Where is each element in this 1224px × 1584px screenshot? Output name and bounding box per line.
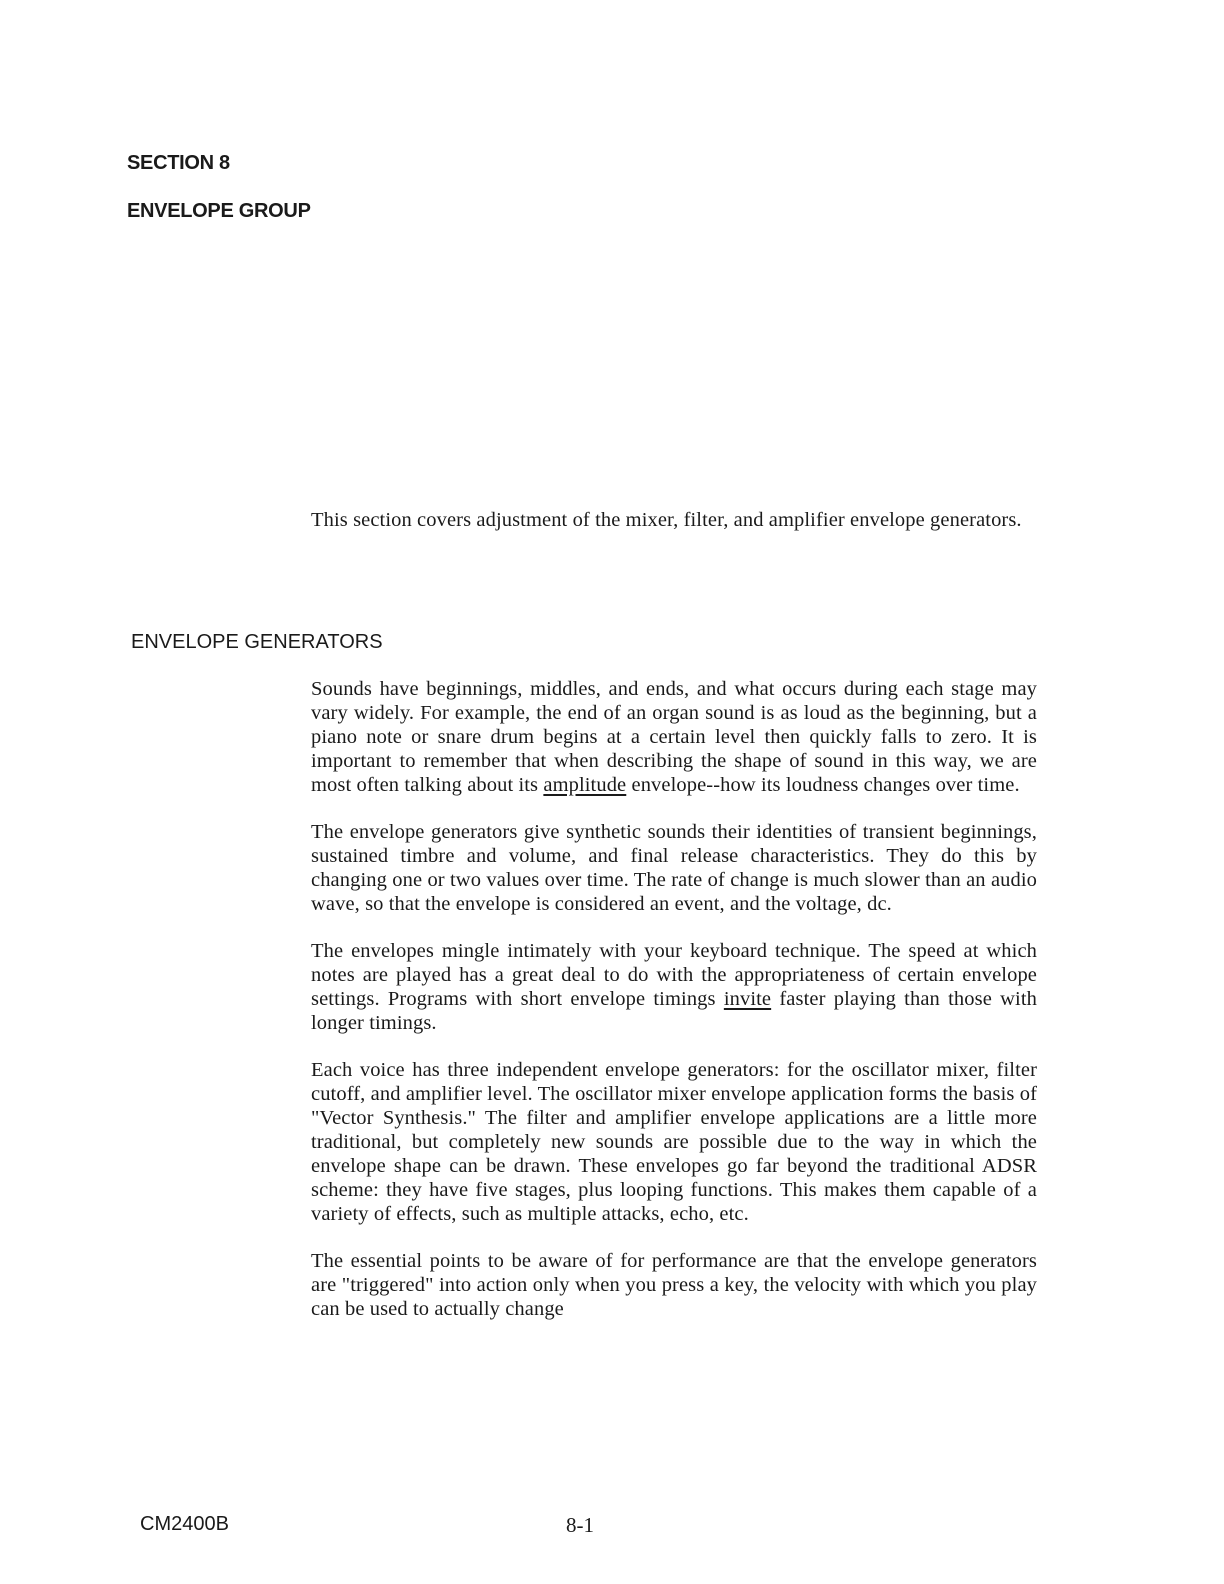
intro-paragraph: This section covers adjustment of the mixer, filter, and amplifier envelope generators.	[311, 509, 1022, 531]
emphasis-amplitude: amplitude	[543, 774, 627, 796]
paragraph-3	[311, 939, 1037, 1035]
paragraph-1	[311, 677, 1037, 797]
paragraph-2: The envelope generators give synthetic sounds their identities of transient beginnings, sustained timbre and volume, and final release characteristics. They do this by changing one or two values over time. The rate of change is much slower than an audio wave, so that the envelope is considered an event, and the voltage, dc.	[311, 821, 1037, 915]
footer-page-number: 8-1	[566, 1513, 594, 1537]
paragraph-5: The essential points to be aware of for performance are that the envelope generators are "triggered" into action only when you press a key, the velocity with which you play can be used to actually change	[311, 1250, 1037, 1320]
paragraph-3-text-a: The envelopes mingle intimately with your keyboard technique. The speed at which notes are played has a great deal to do with the appropriateness of certain envelope settings. Programs with short envelope timings	[311, 940, 1037, 1010]
paragraph-1-text-b: envelope--how its loudness changes over time.	[626, 774, 1020, 796]
section-label: SECTION 8	[127, 152, 230, 174]
footer-document-code: CM2400B	[140, 1513, 229, 1535]
envelope-generators-body	[311, 677, 1037, 1321]
envelope-generators-heading: ENVELOPE GENERATORS	[131, 631, 383, 653]
paragraph-1-text-a: Sounds have beginnings, middles, and ends, and what occurs during each stage may vary widely. For example, the end of an organ sound is as loud as the beginning, but a piano note or snare drum begins at a certain level then quickly falls to zero. It is important to remember that when describing the shape of sound in this way, we are most often talking about its	[311, 678, 1037, 796]
intro-block	[311, 508, 1034, 532]
section-title: ENVELOPE GROUP	[127, 200, 311, 222]
paragraph-3-text-b: faster playing than those with longer timings.	[311, 988, 1037, 1034]
paragraph-4: Each voice has three independent envelope generators: for the oscillator mixer, filter cutoff, and amplifier level. The oscillator mixer envelope application forms the basis of "Vector Synthesis." The filter and amplifier envelope applications are a little more traditional, but completely new sounds are possible due to the way in which the envelope shape can be drawn. These envelopes go far beyond the traditional ADSR scheme: they have five stages, plus looping functions. This makes them capable of a variety of effects, such as multiple attacks, echo, etc.	[311, 1059, 1037, 1225]
emphasis-invite: invite	[723, 988, 772, 1010]
